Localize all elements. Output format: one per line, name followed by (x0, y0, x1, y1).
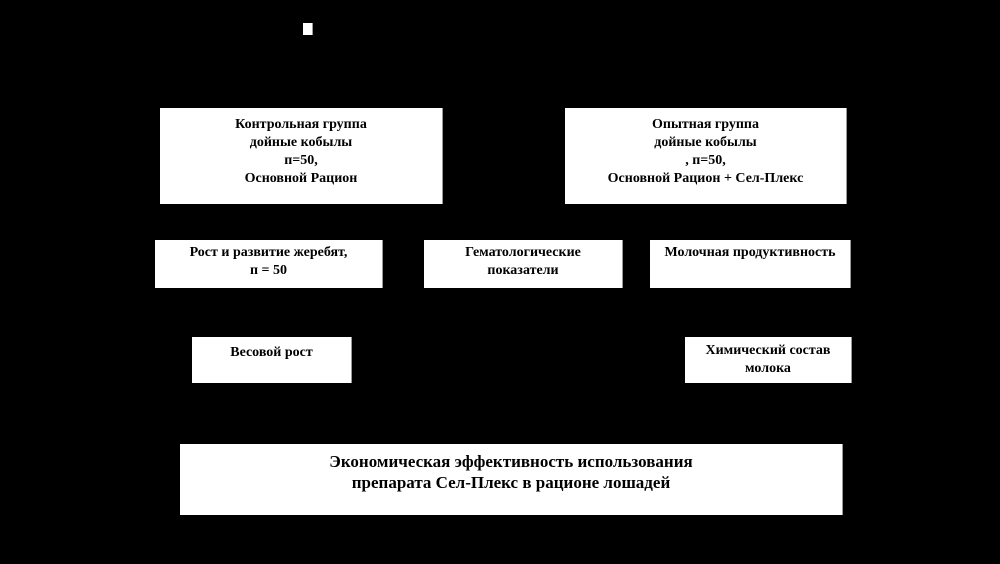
control-group-title: Контрольная группа (235, 117, 367, 132)
hematology-title-line2: показатели (487, 263, 559, 278)
milk-composition-box (685, 337, 852, 383)
control-group-ration: Основной Рацион (244, 171, 358, 186)
weight-growth-title: Весовой рост (230, 345, 313, 360)
experimental-group-sample-size: , п=50, (685, 153, 726, 168)
hematology-box (424, 240, 623, 288)
milk-yield-box (650, 240, 851, 288)
foal-growth-title: Рост и развитие жеребят, (189, 245, 348, 260)
economic-efficiency-line1: Экономическая эффективность использования (329, 452, 693, 471)
control-group-subjects: дойные кобылы (249, 135, 353, 150)
economic-efficiency-line2: препарата Сел-Плекс в рационе лошадей (351, 473, 671, 492)
white-marker (303, 23, 313, 35)
experimental-group-subjects: дойные кобылы (654, 135, 757, 150)
milk-composition-title-line2: молока (745, 361, 791, 376)
foal-growth-sample-size: п = 50 (249, 263, 288, 278)
experimental-group-title: Опытная группа (652, 117, 759, 132)
milk-yield-title: Молочная продуктивность (664, 245, 836, 260)
control-group-sample-size: п=50, (284, 153, 318, 168)
milk-composition-title-line1: Химический состав (705, 343, 831, 358)
experimental-group-box (565, 108, 847, 204)
experimental-group-ration: Основной Рацион + Сел-Плекс (607, 171, 804, 186)
control-group-box (160, 108, 443, 204)
foal-growth-box (155, 240, 383, 288)
weight-growth-box (192, 337, 352, 383)
economic-efficiency-box (180, 444, 843, 515)
hematology-title-line1: Гематологические (465, 245, 581, 260)
